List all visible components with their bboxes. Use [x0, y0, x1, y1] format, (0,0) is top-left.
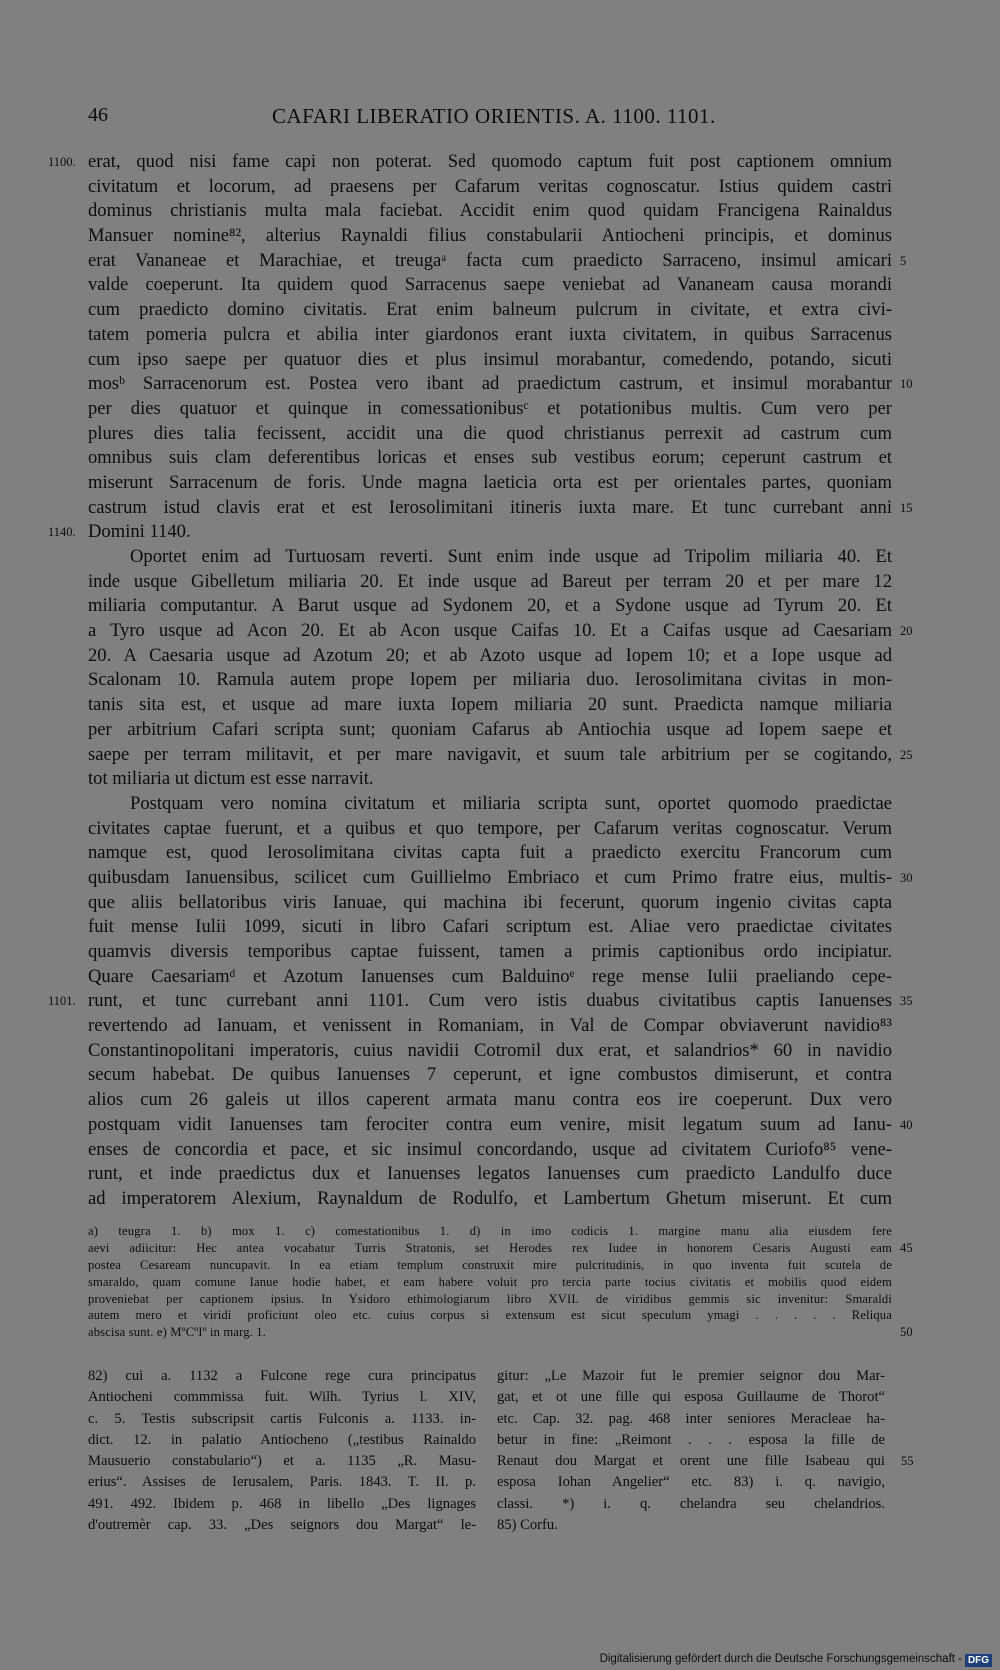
text-line — [497, 1472, 885, 1493]
text-line — [88, 1162, 892, 1187]
line-text: Constantinopolitani imperatoris, cuius navidii Cotromil dux erat, et salandrios* 60 in navidio — [88, 1039, 892, 1061]
line-text: postquam vidit Ianuenses tam ferociter contra eum venire, misit legatum suum ad Ianu- — [88, 1113, 892, 1135]
text-line — [88, 619, 913, 644]
line-text: cum ipso saepe per quatuor dies et plus insimul morabantur, comedendo, potando, sicuti — [88, 348, 892, 370]
text-line — [497, 1451, 914, 1472]
line-number: 15 — [900, 500, 913, 515]
line-text: mosᵇ Sarracenorum est. Postea vero ibant ad praedictum castrum, et insimul morabantur — [88, 373, 892, 395]
line-text: erat, quod nisi fame capi non poterat. Sed quomodo captum fuit post captionem omnium — [88, 151, 892, 172]
text-line — [88, 693, 892, 718]
text-line — [48, 150, 892, 175]
line-text: saepe per terram militavit, et per mare navigavit, et suum tale arbitrium per se cogitando, — [88, 743, 892, 765]
line-text: cum praedicto domino civitatis. Erat enim balneum pulcrum in civitate, et extra civi- — [88, 299, 892, 321]
text-line — [88, 1409, 476, 1430]
text-line — [88, 767, 892, 792]
text-line — [88, 1039, 892, 1064]
line-text: namque est, quod Ierosolimitana civitas capta fuit a praedicto exercitu Francorum cum — [88, 842, 892, 864]
main-text-block — [48, 150, 913, 1212]
text-line — [88, 1430, 476, 1451]
text-line — [88, 1113, 913, 1138]
line-text: 85) Corfu. — [497, 1517, 558, 1534]
line-text: miliaria computantur. A Barut usque ad Sydonem 20, et a Sydone usque ad Tyrum 20. Et — [88, 595, 892, 617]
line-text: abscisa sunt. e) MºCºIº in marg. 1. — [88, 1325, 266, 1340]
text-line — [88, 1138, 892, 1163]
line-text: 82) cui a. 1132 a Fulcone rege cura principatus — [88, 1368, 476, 1384]
text-line — [88, 1291, 892, 1308]
text-line — [88, 224, 892, 249]
text-line — [88, 1223, 892, 1240]
text-line — [88, 1494, 476, 1515]
text-line — [88, 496, 913, 521]
text-line — [88, 1515, 476, 1536]
text-line — [88, 841, 892, 866]
line-text: plures dies talia fecissent, accidit una die quod christianus perrexit ad castrum cum — [88, 422, 892, 444]
line-text: Antiocheni commmissa fuit. Wilh. Tyrius l. XIV, — [88, 1389, 476, 1406]
text-line — [88, 1274, 892, 1291]
line-number: 25 — [900, 747, 913, 762]
text-line — [88, 348, 892, 373]
line-text: Quare Caesariamᵈ et Azotum Ianuenses cum Balduinoᵉ rege mense Iulii praeliando cepe- — [88, 965, 892, 987]
text-line — [88, 668, 892, 693]
line-text: castrum istud clavis erat et est Ierosolimitani itineris iuxta mare. Et tunc currebant anni — [88, 496, 892, 518]
line-text: inde usque Gibelletum miliaria 20. Et inde usque ad Bareut per terram 20 et per mare 12 — [88, 570, 892, 592]
line-text: runt, et inde praedictus dux et Ianuenses legatos Ianuenses cum praedicto Landulfo duce — [88, 1163, 892, 1185]
line-text: Mausuerio constabulario“) et a. 1135 „R. Masu- — [88, 1453, 476, 1470]
line-text: tatem pomeria pulcra et abilia inter giardonos erant iuxta civitatem, in quibus Sarracenus — [88, 323, 892, 345]
text-line — [88, 594, 892, 619]
line-number: 45 — [900, 1240, 913, 1255]
line-text: quibusdam Ianuensibus, scilicet cum Guillielmo Embriaco et cum Primo fratre eius, multis- — [88, 866, 892, 888]
line-text: valde coeperunt. Ita quidem quod Sarracenus saepe veniebat ad Vananeam causa morandi — [88, 274, 892, 296]
text-line — [497, 1430, 885, 1451]
text-line — [88, 397, 892, 422]
text-line — [88, 1307, 892, 1324]
text-line — [88, 545, 892, 570]
line-text: revertendo ad Ianuam, et venissent in Romaniam, in Val de Compar obviaverunt navidio⁸³ — [88, 1015, 892, 1037]
text-line — [88, 1451, 476, 1472]
text-line — [88, 298, 892, 323]
line-text: a) teugra 1. b) mox 1. c) comestationibus 1. d) in imo codicis 1. margine manu alia eiusdem fere — [88, 1224, 892, 1238]
line-text: enses de concordia et pace, et sic insimul concordando, usque ad civitatem Curiofo⁸⁵ vene- — [88, 1138, 892, 1160]
line-text: Oportet enim ad Turtuosam reverti. Sunt enim inde usque ad Tripolim miliaria 40. Et — [130, 546, 892, 567]
text-line — [497, 1494, 885, 1515]
line-text: betur in fine: „Reimont . . . esposa la fille de — [497, 1431, 885, 1448]
text-line — [88, 817, 892, 842]
line-number: 50 — [900, 1325, 913, 1340]
text-line — [88, 570, 892, 595]
line-text: esposa Iohan Angelier“ etc. 83) i. q. navigio, — [497, 1474, 885, 1491]
text-line — [88, 323, 892, 348]
text-line — [88, 965, 892, 990]
text-line — [88, 1472, 476, 1493]
text-line — [88, 199, 892, 224]
text-line — [88, 446, 892, 471]
text-line — [88, 372, 913, 397]
text-line — [88, 1063, 892, 1088]
text-line — [48, 989, 913, 1014]
line-text: tanis sita est, et usque ad mare iuxta Iopem miliaria 20 sunt. Praedicta namque miliaria — [88, 694, 892, 716]
page-number: 46 — [88, 104, 108, 126]
text-line — [88, 175, 892, 200]
line-text: gat, et ot une fille qui esposa Guillaume de Thorot“ — [497, 1389, 885, 1406]
line-text: dominus christianis multa mala faciebat. Accidit enim quod quidam Francigena Rainaldus — [88, 200, 892, 222]
line-text: d'outremèr cap. 33. „Des seignors dou Margat“ le- — [88, 1517, 476, 1534]
line-text: erius“. Assises de Ierusalem, Paris. 1843. T. II. p. — [88, 1474, 476, 1491]
line-text: a Tyro usque ad Acon 20. Et ab Acon usque Caifas 10. Et a Caifas usque ad Caesariam — [88, 620, 892, 642]
text-line — [88, 1014, 892, 1039]
text-line — [88, 1366, 476, 1387]
running-title: CAFARI LIBERATIO ORIENTIS. A. 1100. 1101. — [272, 104, 716, 128]
text-line — [88, 273, 892, 298]
line-text: dict. 12. in palatio Antiocheno („testibus Rainaldo — [88, 1431, 476, 1448]
funding-notice: Digitalisierung gefördert durch die Deutsche Forschungsgemeinschaft - — [599, 1653, 962, 1665]
text-line — [497, 1515, 885, 1536]
text-line — [497, 1409, 885, 1430]
line-text: 491. 492. Ibidem p. 468 in libello „Des lignages — [88, 1495, 476, 1512]
line-text: quamvis diversis temporibus captae fuissent, tamen a primis captionibus ordo incipiatur. — [88, 941, 892, 962]
line-number: 20 — [900, 624, 913, 639]
text-line — [88, 792, 892, 817]
line-text: smaraldo, quam comune Ianue hodie habet, et eam habere voluit pro tercia parte tocius civitatis et mobilis quod eidem — [88, 1274, 892, 1289]
line-text: classi. *) i. q. chelandra seu chelandrios. — [497, 1495, 885, 1512]
line-number: 30 — [900, 870, 913, 885]
line-number: 35 — [900, 994, 913, 1009]
footnotes-right-column — [497, 1366, 914, 1536]
line-text: que aliis bellatoribus viris Ianuae, qui machina ibi fecerunt, quorum ingenio civitas capta — [88, 891, 892, 913]
page-footer — [0, 1651, 1000, 1670]
text-line — [88, 866, 913, 891]
line-text: Scalonam 10. Ramula autem prope Iopem per miliaria duo. Ierosolimitana civitas in mon- — [88, 669, 892, 691]
text-line — [88, 1324, 913, 1341]
line-text: civitates captae fuerunt, et a quibus et quo tempore, per Cafarum veritas cognoscatur. Verum — [88, 817, 892, 839]
line-text: erat Vananeae et Marachiae, et treugaᵃ facta cum praedicto Sarraceno, insimul amicari — [88, 249, 892, 271]
line-text: miserunt Sarracenum de foris. Unde magna laeticia orta est per orientales partes, quoniam — [88, 471, 892, 493]
text-line — [48, 520, 892, 545]
line-text: ad imperatorem Alexium, Raynaldum de Rodulfo, et Lambertum Ghetum miserunt. Et cum — [88, 1187, 892, 1209]
text-line — [88, 915, 892, 940]
text-line — [88, 644, 892, 669]
margin-year: 1140. — [48, 525, 76, 540]
text-line — [88, 1240, 913, 1257]
text-line — [88, 891, 892, 916]
text-line — [88, 1187, 892, 1212]
dfg-logo: DFG — [965, 1654, 992, 1667]
text-line — [88, 718, 892, 743]
line-text: postea Cesaream nuncupavit. In ea etiam templum construxit mire pulcritudinis, in quo inventa fuit scutela de — [88, 1257, 892, 1272]
line-text: fuit mense Iulii 1099, sicuti in libro Cafari scriptum est. Aliae vero praedictae civitates — [88, 916, 892, 938]
line-text: per arbitrium Cafari scripta sunt; quoniam Cafarus ab Antiochia usque ad Iopem saepe et — [88, 718, 892, 740]
footnotes-left-column — [88, 1366, 476, 1536]
text-line — [88, 1387, 476, 1408]
line-text: gitur: „Le Mazoir fut le premier seignor dou Mar- — [497, 1368, 885, 1384]
line-text: 20. A Caesaria usque ad Azotum 20; et ab Azoto usque ad Iopem 10; et a Iope usque ad — [88, 644, 892, 666]
line-text: c. 5. Testis subscripsit cartis Fulconis a. 1133. in- — [88, 1410, 476, 1427]
line-number: 40 — [900, 1117, 913, 1132]
line-text: autem mero et viridi proficiunt oleo etc. cuius corpus si extensum est sicut speculum ymagi . . . . . Reliqua — [88, 1308, 892, 1323]
line-text: etc. Cap. 32. pag. 468 inter seniores Meracleae ha- — [497, 1410, 885, 1427]
margin-year: 1100. — [48, 155, 76, 169]
text-line — [88, 471, 892, 496]
critical-apparatus — [88, 1223, 913, 1341]
text-line — [88, 422, 892, 447]
line-text: Domini 1140. — [88, 521, 191, 543]
line-text: alios cum 26 galeis ut illos caperent armata manu contra eos ire coeperunt. Dux vero — [88, 1089, 892, 1111]
text-line — [88, 249, 907, 274]
line-text: Mansuer nomine⁸², alterius Raynaldi filius constabularii Antiocheni principis, et dominus — [88, 225, 892, 247]
line-text: civitatum et locorum, ad praesens per Cafarum veritas cognoscatur. Istius quidem castri — [88, 175, 892, 197]
text-line — [88, 940, 892, 965]
text-line — [497, 1366, 885, 1387]
line-number: 5 — [900, 253, 907, 268]
text-line — [88, 1088, 892, 1113]
line-text: per dies quatuor et quinque in comessationibusᶜ et potationibus multis. Cum vero per — [88, 397, 892, 419]
line-text: tot miliaria ut dictum est esse narravit. — [88, 768, 374, 790]
line-text: secum habebat. De quibus Ianuenses 7 ceperunt, et igne combustos dimiserunt, et contra — [88, 1064, 892, 1086]
line-text: aevi adiicitur: Hec antea vocabatur Turris Stratonis, set Herodes rex Iudee in honorem Cesaris Augusti eam — [88, 1240, 892, 1255]
line-text: runt, et tunc currebant anni 1101. Cum vero istis duabus civitatibus captis Ianuenses — [88, 990, 892, 1012]
page-header — [0, 104, 1000, 134]
line-number: 55 — [901, 1454, 914, 1469]
text-line — [88, 743, 913, 768]
line-text: Renaut dou Margat et orent une fille Isabeau qui — [497, 1453, 885, 1470]
line-text: proveniebat per captionem ipsius. In Ysidoro ethimologiarum libro XVII. de viridibus gemmis sic invenitur: Smaraldi — [88, 1291, 892, 1306]
line-number: 10 — [900, 377, 913, 392]
line-text: omnibus suis clam deferentibus loricas et enses sub vestibus eorum; ceperunt castrum et — [88, 447, 892, 469]
text-line — [497, 1387, 885, 1408]
text-line — [88, 1257, 892, 1274]
line-text: Postquam vero nomina civitatum et miliaria scripta sunt, oportet quomodo praedictae — [130, 792, 892, 814]
margin-year: 1101. — [48, 994, 76, 1009]
